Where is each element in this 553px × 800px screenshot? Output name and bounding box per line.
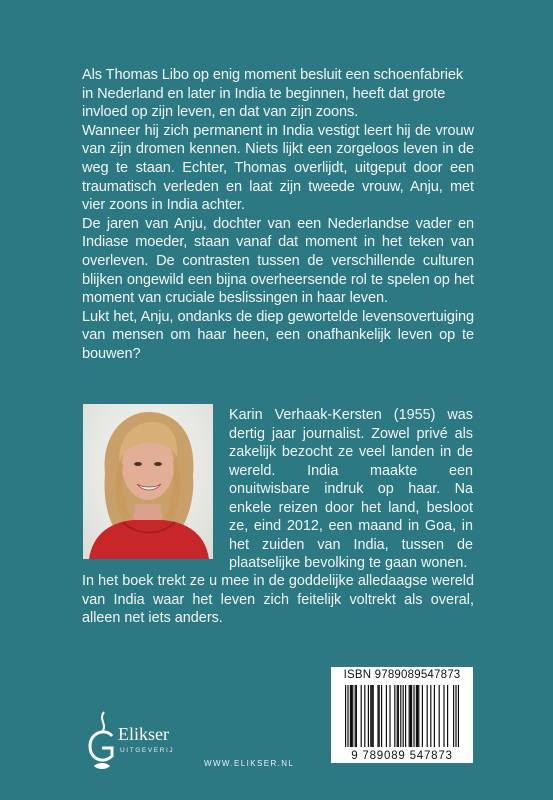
barcode-bar bbox=[355, 685, 356, 747]
barcode-bar bbox=[410, 685, 411, 747]
barcode-bar bbox=[443, 685, 444, 747]
barcode-bar bbox=[356, 685, 357, 747]
barcode-bar bbox=[409, 685, 410, 747]
back-cover-blurb bbox=[82, 66, 474, 364]
barcode-bars bbox=[331, 667, 473, 763]
publisher-name: Elikser bbox=[118, 724, 169, 744]
author-photo bbox=[83, 404, 213, 559]
barcode-bar bbox=[377, 685, 378, 747]
barcode-bar bbox=[403, 685, 404, 747]
barcode-bar bbox=[447, 685, 448, 747]
barcode-bar bbox=[453, 685, 454, 747]
barcode-bar bbox=[389, 685, 390, 747]
barcode-bar bbox=[352, 685, 353, 747]
publisher-website: WWW.ELIKSER.NL bbox=[204, 759, 295, 768]
publisher-subtitle: UITGEVERIJ bbox=[120, 747, 175, 754]
barcode-bar bbox=[411, 685, 412, 747]
barcode-bar bbox=[379, 685, 380, 747]
blurb-paragraph: Lukt het, Anju, ondanks de diep gewortelde levensovertuiging van mensen om haar heen, een onafhankelijk leven op te bouwen? bbox=[82, 308, 474, 362]
author-bio: Karin Verhaak-Kersten (1955) was dertig jaar journalist. Zowel privé als zakelijk bezocht ze veel landen in de wereld. India maakte een onuitwisbare indruk op haar. Na enkele reizen door het land, besloot ze, eind 2012, een maand in Goa, in het zuiden van India, tussen de plaatselijke bevolking te gaan wonen. bbox=[229, 407, 473, 571]
barcode-bar bbox=[427, 685, 428, 747]
author-bio-continued: In het boek trekt ze u mee in de goddelijke alledaagse wereld van India waar het leven zich feitelijk voltrekt als overal, alleen net iets anders. bbox=[82, 573, 474, 627]
barcode-bar bbox=[400, 685, 401, 747]
barcode-bar bbox=[364, 685, 365, 747]
isbn-barcode bbox=[331, 667, 473, 763]
barcode-bar bbox=[373, 685, 374, 747]
author-portrait-image bbox=[83, 404, 213, 559]
barcode-bar bbox=[455, 685, 456, 747]
barcode-bar bbox=[413, 685, 414, 747]
isbn-label: ISBN 9789089547873 bbox=[343, 669, 461, 681]
barcode-bar bbox=[398, 685, 399, 747]
barcode-bar bbox=[345, 685, 346, 747]
barcode-digits: 9 789089 547873 bbox=[351, 750, 453, 762]
barcode-bar bbox=[416, 685, 417, 747]
barcode-bar bbox=[458, 685, 459, 747]
barcode-bar bbox=[397, 685, 398, 747]
barcode-bar bbox=[418, 685, 419, 747]
barcode-bar bbox=[434, 685, 435, 747]
barcode-bar bbox=[439, 685, 440, 747]
barcode-bar bbox=[417, 685, 418, 747]
barcode-bar bbox=[381, 685, 382, 747]
blurb-paragraph: Als Thomas Libo op enig moment besluit een schoenfabriek in Nederland en later in India te beginnen, heeft dat grote invloed op zijn leven, en dat van zijn zoons. bbox=[82, 67, 464, 121]
publisher-logo bbox=[86, 710, 196, 772]
barcode-bar bbox=[370, 685, 371, 747]
barcode-bar bbox=[347, 685, 348, 747]
barcode-bar bbox=[361, 685, 362, 747]
barcode-bar bbox=[368, 685, 369, 747]
barcode-bar bbox=[405, 685, 406, 747]
barcode-bar bbox=[394, 685, 395, 747]
barcode-bar bbox=[351, 685, 352, 747]
barcode-bar bbox=[430, 685, 431, 747]
blurb-paragraph: Wanneer hij zich permanent in India vestigt leert hij de vrouw van zijn dromen kennen. Niets lijkt een zorgeloos leven in de weg te staan. Echter, Thomas overlijdt, uitgeput door een traumatisch verleden en laat zijn tweede vrouw, Anju, met vier zoons in India achter. bbox=[82, 122, 474, 214]
barcode-bar bbox=[371, 685, 372, 747]
barcode-bar bbox=[386, 685, 387, 747]
publisher-emblem-icon bbox=[86, 710, 120, 772]
barcode-bar bbox=[350, 685, 351, 747]
barcode-bar bbox=[422, 685, 423, 747]
blurb-paragraph: De jaren van Anju, dochter van een Nederlandse vader en Indiase moeder, staan vanaf dat moment in het teken van overleven. De contrasten tussen de verschillende culturen blijken ongewild een bijna overheersende rol te spelen op het moment van cruciale beslissingen in haar leven. bbox=[82, 215, 474, 307]
